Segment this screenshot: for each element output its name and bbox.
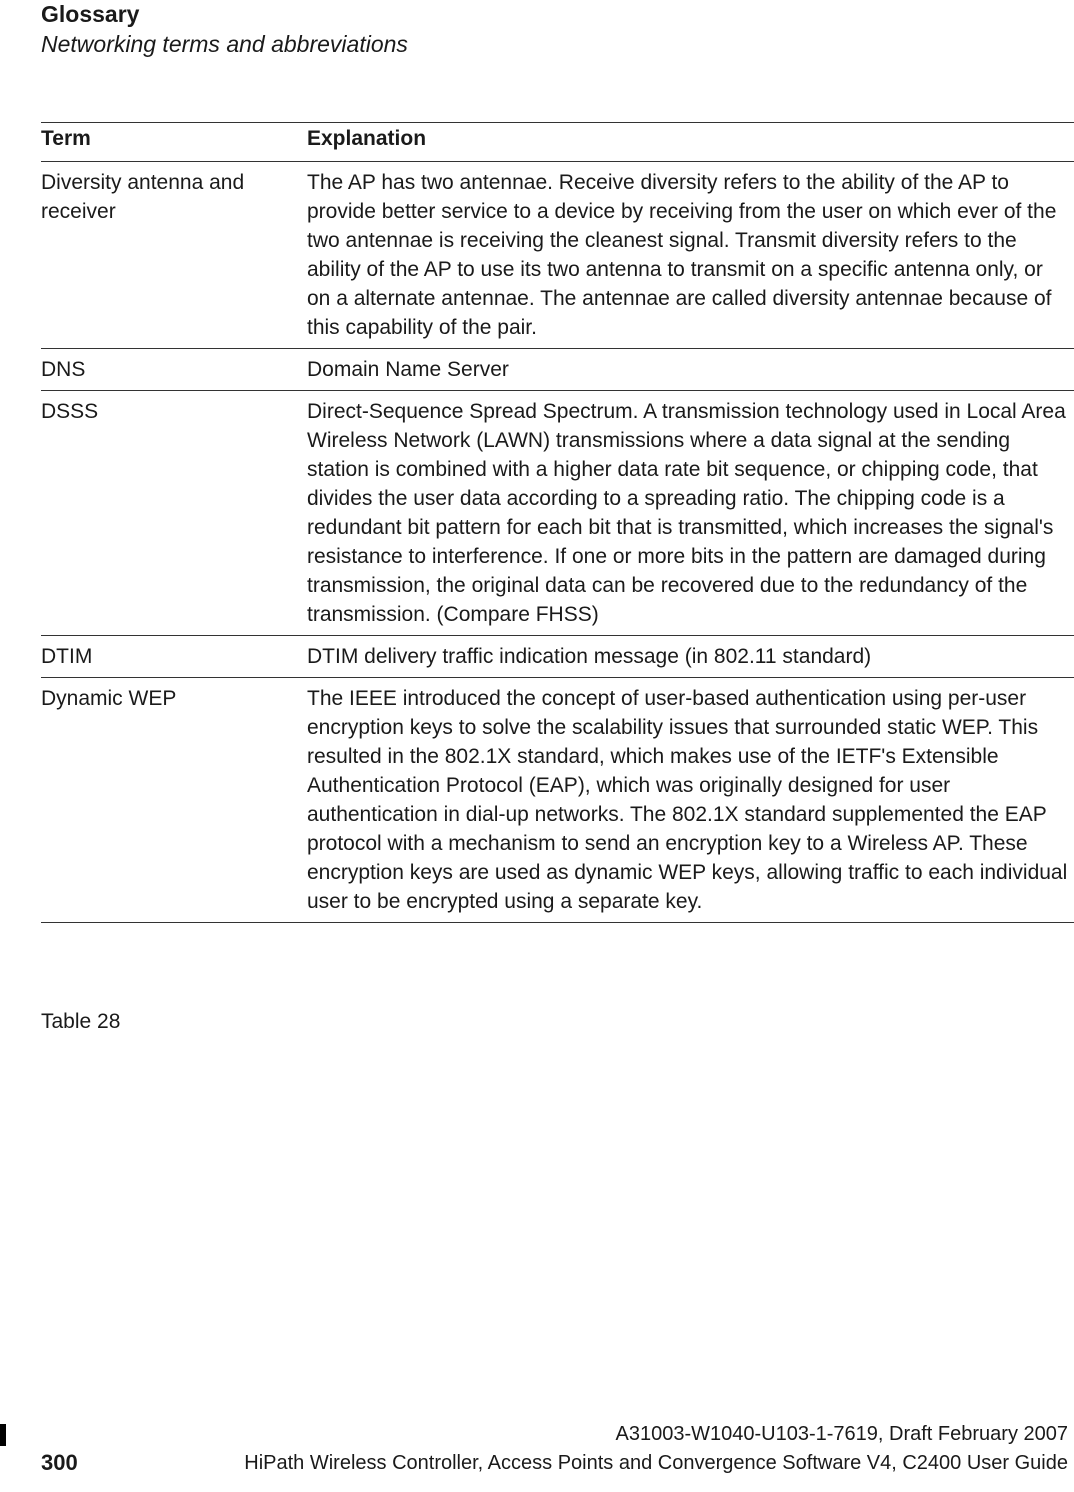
term-cell: DTIM bbox=[41, 636, 307, 678]
table-row bbox=[41, 678, 1074, 923]
page-number: 300 bbox=[41, 1450, 78, 1475]
page-title: Glossary bbox=[41, 1, 140, 27]
term-cell: DNS bbox=[41, 349, 307, 391]
explanation-cell: The IEEE introduced the concept of user-based authentication using per-user encryption keys to solve the scalability issues that surrounded static WEP. This resulted in the 802.1X standard, which makes use of the IETF's Extensible Authentication Protocol (EAP), which was originally designed for user authentication in dial-up networks. The 802.1X standard supplemented the EAP protocol with a mechanism to send an encryption key to a Wireless AP. These encryption keys are used as dynamic WEP keys, allowing traffic to each individual user to be encrypted using a separate key. bbox=[307, 678, 1074, 923]
explanation-cell: Direct-Sequence Spread Spectrum. A transmission technology used in Local Area Wireless Network (LAWN) transmissions where a data signal at the sending station is combined with a higher data rate bit sequence, or chipping code, that divides the user data according to a spreading ratio. The chipping code is a redundant bit pattern for each bit that is transmitted, which increases the signal's resistance to interference. If one or more bits in the pattern are damaged during transmission, the original data can be recovered due to the redundancy of the transmission. (Compare FHSS) bbox=[307, 391, 1074, 636]
table-row bbox=[41, 162, 1074, 349]
table-row bbox=[41, 636, 1074, 678]
term-cell: DSSS bbox=[41, 391, 307, 636]
table-row bbox=[41, 349, 1074, 391]
term-cell: Diversity antenna and receiver bbox=[41, 162, 307, 349]
column-header-term: Term bbox=[41, 123, 307, 162]
column-header-explanation: Explanation bbox=[307, 123, 1074, 162]
table-caption: Table 28 bbox=[41, 1010, 121, 1033]
explanation-cell: The AP has two antennae. Receive diversity refers to the ability of the AP to provide better service to a device by receiving from the user on which ever of the two antennae is receiving the cleanest signal. Transmit diversity refers to the ability of the AP to use its two antenna to transmit on a specific antenna only, or on a alternate antennae. The antennae are called diversity antennae because of this capability of the pair. bbox=[307, 162, 1074, 349]
page-subtitle: Networking terms and abbreviations bbox=[41, 31, 408, 57]
table-header-row bbox=[41, 123, 1074, 162]
page-header bbox=[41, 0, 408, 58]
table-row bbox=[41, 391, 1074, 636]
explanation-cell: DTIM delivery traffic indication message (in 802.11 standard) bbox=[307, 636, 1074, 678]
footer-guide-title: HiPath Wireless Controller, Access Points and Convergence Software V4, C2400 User Guide bbox=[244, 1452, 1068, 1474]
footer-document-id: A31003-W1040-U103-1-7619, Draft February 2007 bbox=[615, 1423, 1068, 1445]
explanation-cell: Domain Name Server bbox=[307, 349, 1074, 391]
glossary-table bbox=[41, 122, 1074, 923]
change-bar bbox=[0, 1424, 6, 1446]
term-cell: Dynamic WEP bbox=[41, 678, 307, 923]
